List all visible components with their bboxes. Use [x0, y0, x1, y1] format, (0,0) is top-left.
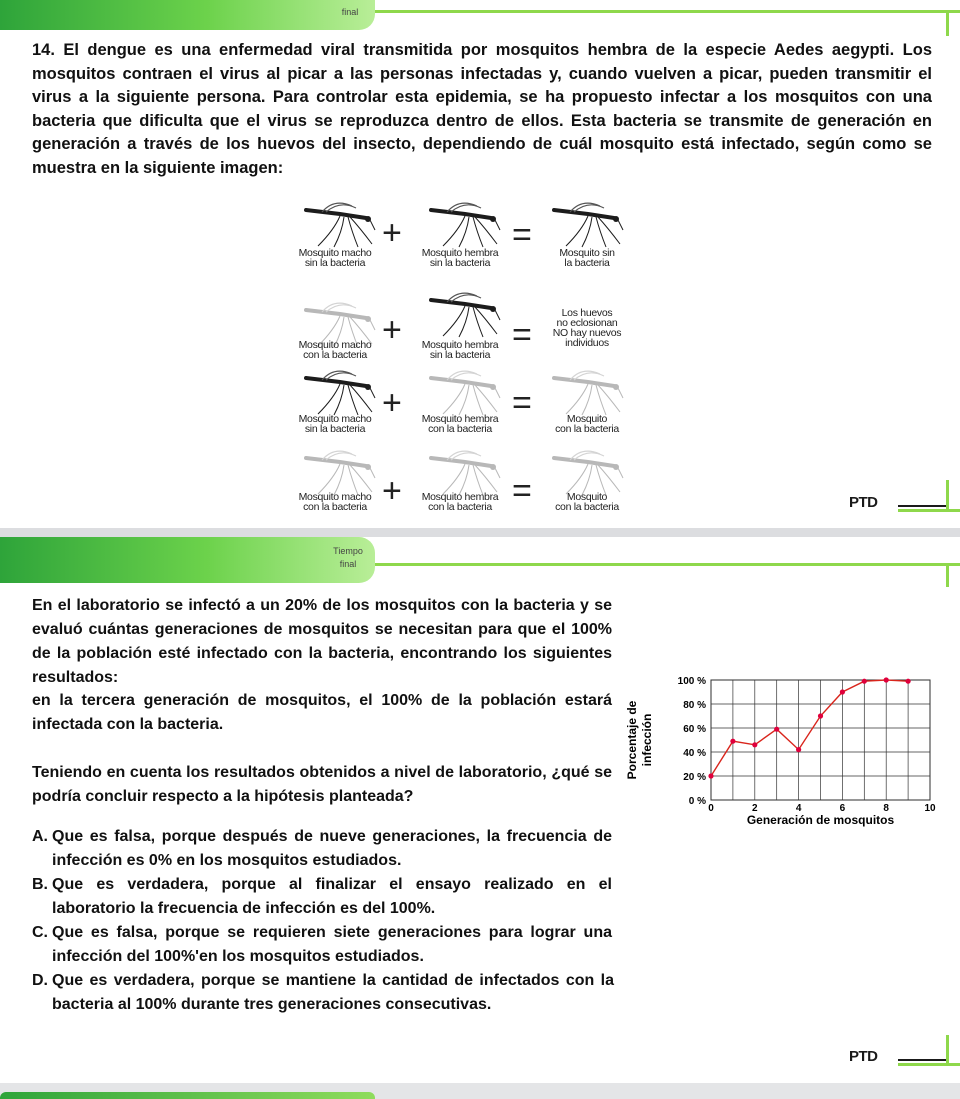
- offspring-mosquito-label: [522, 414, 652, 434]
- offspring-mosquito-icon: [548, 368, 624, 416]
- page-corner-rule-2: [898, 1063, 960, 1066]
- y-tick-label: 100 %: [677, 676, 706, 687]
- x-tick-label: 2: [752, 803, 758, 814]
- data-point: [730, 739, 735, 744]
- female-mosquito-icon: [425, 290, 501, 338]
- y-tick-label: 20 %: [683, 772, 706, 783]
- offspring-mosquito-label: [522, 248, 652, 268]
- label-line: con la bacteria: [555, 423, 619, 435]
- plus-sign: +: [382, 472, 402, 510]
- ptd-label: PTD: [849, 494, 878, 511]
- option-b-text: Que es verdadera, porque al finalizar el ensayo realizado en el laboratorio la frecuencia de infección es del 100%.: [52, 876, 612, 917]
- male-mosquito-label: [270, 248, 400, 268]
- female-mosquito-icon: [425, 448, 501, 496]
- diagram-row: [0, 290, 960, 370]
- offspring-mosquito-icon: [548, 200, 624, 248]
- ptd-rule: [898, 505, 946, 507]
- label-line: individuos: [565, 337, 609, 349]
- label-line: Mosquito hembra: [421, 247, 499, 259]
- label-line: Mosquito macho: [298, 413, 372, 425]
- option-c[interactable]: [32, 921, 612, 969]
- label-line: Mosquito sin: [559, 247, 615, 259]
- label-line: Mosquito hembra: [421, 339, 499, 351]
- header-rule-2: [375, 563, 960, 566]
- label-line: con la bacteria: [428, 501, 492, 513]
- label-line: Los huevos: [561, 307, 613, 319]
- label-line: Mosquito hembra: [421, 413, 499, 425]
- data-point: [796, 747, 801, 752]
- option-d[interactable]: [32, 969, 614, 1017]
- option-a[interactable]: [32, 825, 612, 873]
- option-c-text: Que es falsa, porque se requieren siete generaciones para lograr una infección del 100%'en los mosquitos estudiados.: [52, 924, 612, 965]
- data-point: [884, 677, 889, 682]
- x-tick-label: 6: [839, 803, 846, 814]
- intro-paragraph: En el laboratorio se infectó a un 20% de los mosquitos con la bacteria y se evaluó cuántas generaciones de mosquitos se necesitan para que el 100% de la población esté infectado con la bacteria, encontrando los siguientes resultados:: [32, 597, 612, 686]
- label-line: Mosquito macho: [298, 339, 372, 351]
- diagram-row: [0, 448, 960, 528]
- female-mosquito-label: [395, 248, 525, 268]
- header-rule: [375, 10, 960, 13]
- option-b[interactable]: [32, 873, 612, 921]
- label-line: sin la bacteria: [304, 257, 366, 269]
- y-axis-label: infección: [640, 713, 654, 767]
- ptd-label-2: PTD: [849, 1048, 878, 1065]
- label-line: Mosquito macho: [298, 247, 372, 259]
- label-line: sin la bacteria: [429, 349, 491, 361]
- label-line: NO hay nuevos: [552, 327, 622, 339]
- y-axis-label: Porcentaje de: [625, 700, 639, 780]
- page-corner-rule-vert: [946, 480, 949, 511]
- header-rule-corner: [946, 10, 949, 36]
- male-mosquito-label: [270, 414, 400, 434]
- label-line: con la bacteria: [555, 501, 619, 513]
- header-bar: [0, 0, 375, 30]
- data-point: [862, 679, 867, 684]
- y-tick-label: 60 %: [683, 724, 706, 735]
- plus-sign: +: [382, 384, 402, 422]
- label-line: con la bacteria: [303, 349, 367, 361]
- option-b-letter: B.: [32, 876, 48, 893]
- x-tick-label: 10: [924, 803, 936, 814]
- offspring-mosquito-label: [522, 492, 652, 512]
- label-line: sin la bacteria: [429, 257, 491, 269]
- data-point: [752, 742, 757, 747]
- label-line: la bacteria: [564, 257, 610, 269]
- option-d-text: Que es verdadera, porque se mantiene la cantidad de infectados con la bacteria al 100% durante tres generaciones consecutivas.: [52, 972, 614, 1013]
- x-tick-label: 8: [883, 803, 889, 814]
- male-mosquito-icon: [300, 448, 376, 496]
- label-line: Mosquito: [566, 413, 608, 425]
- male-mosquito-icon: [300, 368, 376, 416]
- header-label-final: final: [339, 559, 357, 569]
- x-axis-label: Generación de mosquitos: [746, 813, 895, 827]
- option-d-letter: D.: [32, 972, 48, 989]
- label-line: Mosquito: [566, 491, 608, 503]
- label-line: Mosquito hembra: [421, 491, 499, 503]
- equals-sign: =: [512, 472, 532, 510]
- offspring-mosquito-label: [522, 308, 652, 348]
- male-mosquito-icon: [300, 200, 376, 248]
- data-point: [708, 773, 713, 778]
- diagram-row: [0, 200, 960, 280]
- label-line: no eclosionan: [556, 317, 618, 329]
- diagram-row: [0, 368, 960, 448]
- next-page-header-bar: [0, 1092, 375, 1099]
- label-line: con la bacteria: [428, 423, 492, 435]
- female-mosquito-label: [395, 492, 525, 512]
- female-mosquito-icon: [425, 368, 501, 416]
- data-point: [774, 727, 779, 732]
- header-label-tiempo: Tiempo: [333, 546, 363, 556]
- header-bar-2: [0, 537, 375, 583]
- equals-sign: =: [512, 384, 532, 422]
- male-mosquito-label: [270, 340, 400, 360]
- data-point: [818, 713, 823, 718]
- question-page-1: [0, 0, 960, 528]
- ptd-rule-2: [898, 1059, 946, 1061]
- male-mosquito-label: [270, 492, 400, 512]
- header-label: final: [341, 7, 359, 17]
- option-a-text: Que es falsa, porque después de nueve generaciones, la frecuencia de infección es 0% en los mosquitos estudiados.: [52, 828, 612, 869]
- option-c-letter: C.: [32, 924, 48, 941]
- question-14-text: 14. El dengue es una enfermedad viral transmitida por mosquitos hembra de la especie Aedes aegypti. Los mosquitos contraen el virus al picar a las personas infectadas y, cuando vuelven a picar, pueden transmitir el virus a la siguiente persona. Para controlar esta epidemia, se ha propuesto infectar a los mosquitos con una bacteria que dificulta que el virus se reproduzca dentro de ellos. Esta bacteria se transmite de generación en generación a través de los huevos del insecto, dependiendo de cuál mosquito está infectado, según como se muestra en la siguiente imagen:: [32, 41, 932, 177]
- label-line: con la bacteria: [303, 501, 367, 513]
- data-point: [906, 679, 911, 684]
- female-mosquito-label: [395, 340, 525, 360]
- female-mosquito-label: [395, 414, 525, 434]
- label-line: Mosquito macho: [298, 491, 372, 503]
- y-tick-label: 80 %: [683, 700, 706, 711]
- plus-sign: +: [382, 311, 402, 349]
- page-corner-rule: [898, 509, 960, 512]
- page-separator: [0, 528, 960, 537]
- equals-sign: =: [512, 216, 532, 254]
- infection-line-chart: [620, 665, 950, 835]
- equals-sign: =: [512, 316, 532, 354]
- page-corner-rule-vert-2: [946, 1035, 949, 1066]
- header-rule-corner-2: [946, 563, 949, 587]
- female-mosquito-icon: [425, 200, 501, 248]
- x-tick-label: 4: [795, 803, 802, 814]
- label-line: sin la bacteria: [304, 423, 366, 435]
- option-a-letter: A.: [32, 828, 48, 845]
- x-tick-label: 0: [708, 803, 714, 814]
- plus-sign: +: [382, 214, 402, 252]
- hypothesis-text: en la tercera generación de mosquitos, el 100% de la población estará infectada con la bacteria.: [32, 692, 612, 733]
- offspring-mosquito-icon: [548, 448, 624, 496]
- bottom-strip: [0, 1083, 960, 1099]
- y-tick-label: 0 %: [688, 796, 706, 807]
- prompt-question: Teniendo en cuenta los resultados obtenidos a nivel de laboratorio, ¿qué se podría concluir respecto a la hipótesis planteada?: [32, 764, 612, 805]
- data-point: [840, 689, 845, 694]
- y-tick-label: 40 %: [683, 748, 706, 759]
